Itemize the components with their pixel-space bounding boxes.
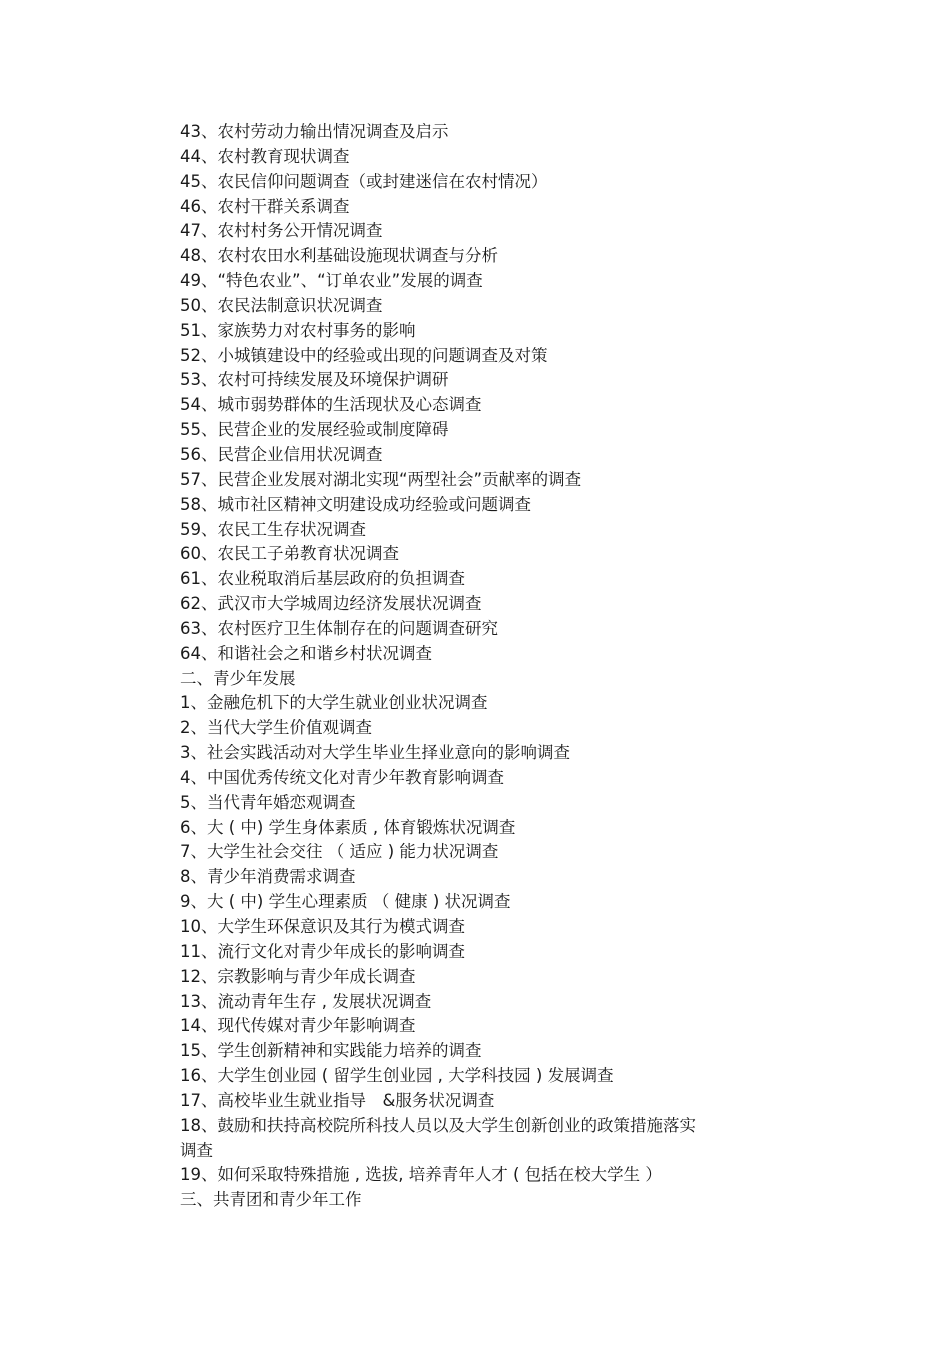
text-line: 6、大 ( 中) 学生身体素质 , 体育锻炼状况调查: [180, 817, 516, 837]
text-line: 46、农村干群关系调查: [180, 196, 350, 216]
text-line: 61、农业税取消后基层政府的负担调查: [180, 569, 465, 589]
text-line: 56、民营企业信用状况调查: [180, 444, 383, 464]
document-body: [180, 120, 760, 1213]
text-line: 51、家族势力对农村事务的影响: [180, 320, 416, 340]
text-line: 调查: [180, 1140, 213, 1160]
text-line: 9、大 ( 中) 学生心理素质 （ 健康 ) 状况调查: [180, 892, 511, 912]
text-line: 19、如何采取特殊措施 , 选拔, 培养青年人才 ( 包括在校大学生 ）: [180, 1165, 662, 1185]
text-line: 13、流动青年生存 , 发展状况调查: [180, 991, 432, 1011]
text-line: 44、农村教育现状调查: [180, 146, 350, 166]
text-line: 57、民营企业发展对湖北实现“两型社会”贡献率的调查: [180, 469, 582, 489]
text-line: 10、大学生环保意识及其行为模式调查: [180, 917, 465, 936]
text-line: 55、民营企业的发展经验或制度障碍: [180, 420, 449, 440]
text-line: 54、城市弱势群体的生活现状及心态调查: [180, 395, 482, 415]
text-line: 49、“特色农业”、“订单农业”发展的调查: [180, 271, 483, 291]
text-line: 7、大学生社会交往 （ 适应 ) 能力状况调查: [180, 842, 499, 862]
text-line: 50、农民法制意识状况调查: [180, 295, 383, 315]
text-line: 62、武汉市大学城周边经济发展状况调查: [180, 594, 482, 614]
text-line: 17、高校毕业生就业指导 &服务状况调查: [180, 1090, 495, 1110]
text-line: 16、大学生创业园 ( 留学生创业园 , 大学科技园 ) 发展调查: [180, 1066, 614, 1086]
text-line: 三、共青团和青少年工作: [180, 1190, 362, 1210]
text-line: 48、农村农田水利基础设施现状调查与分析: [180, 246, 498, 266]
text-line: 53、农村可持续发展及环境保护调研: [180, 370, 449, 390]
text-line: 47、农村村务公开情况调查: [180, 221, 383, 241]
text-line: 59、农民工生存状况调查: [180, 519, 366, 539]
text-line: 4、中国优秀传统文化对青少年教育影响调查: [180, 767, 504, 787]
text-line: 58、城市社区精神文明建设成功经验或问题调查: [180, 494, 531, 514]
text-line: 8、青少年消费需求调查: [180, 867, 356, 887]
text-line: 1、金融危机下的大学生就业创业状况调查: [180, 693, 488, 713]
text-line: 11、流行文化对青少年成长的影响调查: [180, 941, 465, 961]
text-line: 2、当代大学生价值观调查: [180, 718, 372, 738]
text-line: 64、和谐社会之和谐乡村状况调查: [180, 643, 432, 663]
text-line: 3、社会实践活动对大学生毕业生择业意向的影响调查: [180, 743, 570, 763]
text-line: 14、现代传媒对青少年影响调查: [180, 1016, 416, 1036]
text-line: 5、当代青年婚恋观调查: [180, 792, 356, 812]
text-line: 45、农民信仰问题调查（或封建迷信在农村情况）: [180, 171, 548, 191]
text-line: 60、农民工子弟教育状况调查: [180, 544, 399, 564]
text-line: 63、农村医疗卫生体制存在的问题调查研究: [180, 618, 498, 638]
text-line: 二、青少年发展: [180, 668, 296, 688]
text-line: 15、学生创新精神和实践能力培养的调查: [180, 1041, 482, 1061]
text-line: 18、鼓励和扶持高校院所科技人员以及大学生创新创业的政策措施落实: [180, 1115, 696, 1135]
text-line: 52、小城镇建设中的经验或出现的问题调查及对策: [180, 345, 548, 365]
text-line: 43、农村劳动力输出情况调查及启示: [180, 122, 449, 141]
text-line: 12、宗教影响与青少年成长调查: [180, 966, 416, 986]
